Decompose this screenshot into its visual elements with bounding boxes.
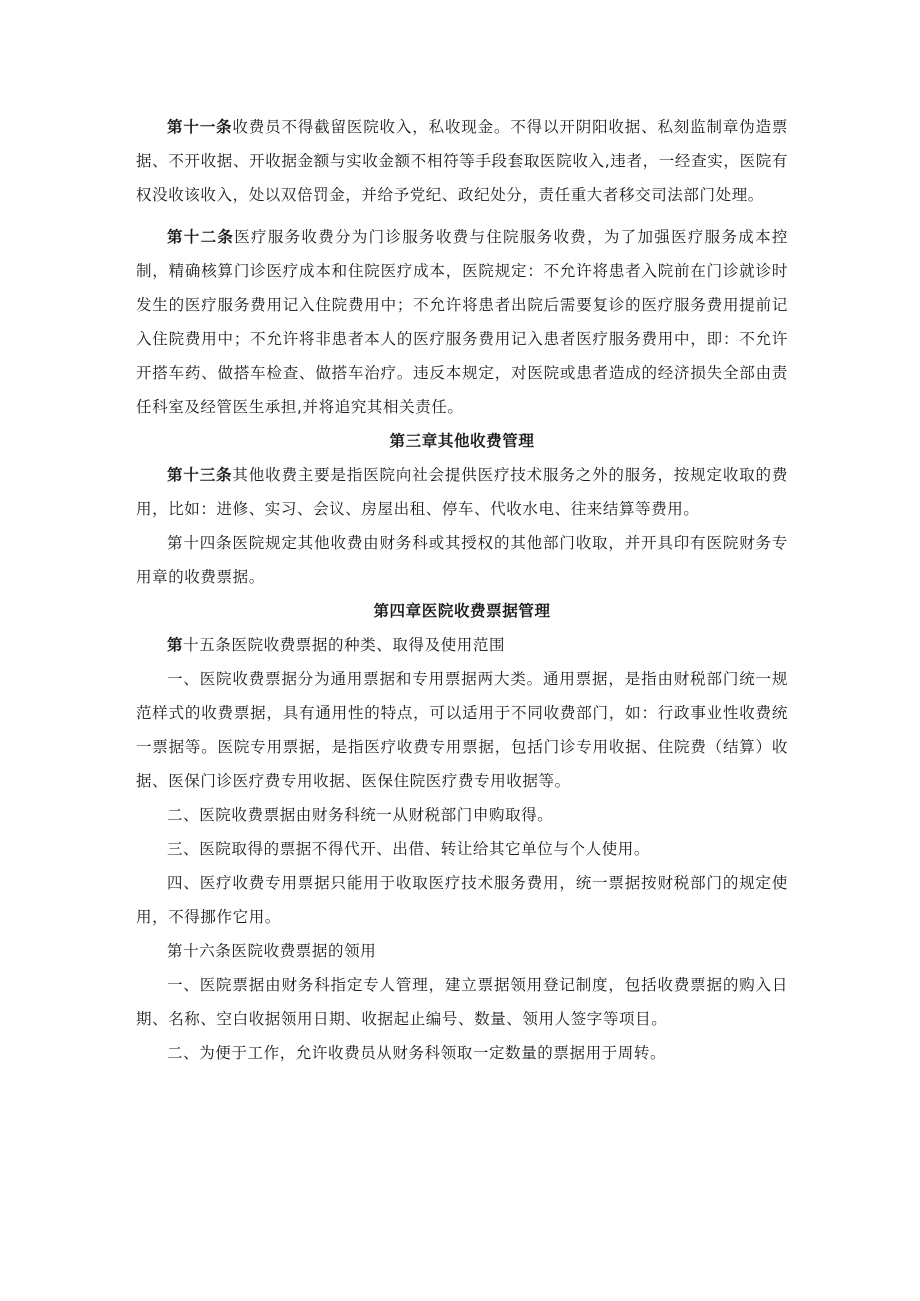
article-15-lead: 第 bbox=[167, 636, 184, 654]
article-13 bbox=[136, 458, 788, 526]
document-page bbox=[136, 110, 788, 1070]
article-12 bbox=[136, 220, 788, 424]
item-15-1: 一、医院收费票据分为通用票据和专用票据两大类。通用票据，是指由财税部门统一规范样式的收费票据，具有通用性的特点，可以适用于不同收费部门，如：行政事业性收费统一票据等。医院专用票据，是指医疗收费专用票据，包括门诊专用收据、住院费（结算）收据、医保门诊医疗费专用收据、医保住院医疗费专用收据等。 bbox=[136, 670, 788, 790]
item-15-4: 四、医疗收费专用票据只能用于收取医疗技术服务费用，统一票据按财税部门的规定使用，不得挪作它用。 bbox=[136, 874, 788, 926]
article-15 bbox=[136, 628, 788, 662]
article-13-text: 其他收费主要是指医院向社会提供医疗技术服务之外的服务，按规定收取的费用，比如：进修、实习、会议、房屋出租、停车、代收水电、往来结算等费用。 bbox=[136, 466, 789, 518]
article-12-text: 医疗服务收费分为门诊服务收费与住院服务收费，为了加强医疗服务成本控制，精确核算门诊医疗成本和住院医疗成本，医院规定：不允许将患者入院前在门诊就诊时发生的医疗服务费用记入住院费用中；不允许将患者出院后需要复诊的医疗服务费用提前记入住院费用中；不允许将非患者本人的医疗服务费用记入患者医疗服务费用中，即：不允许开搭车药、做搭车检查、做搭车治疗。违反本规定，对医院或患者造成的经济损失全部由责任科室及经管医生承担,并将追究其相关责任。 bbox=[136, 228, 788, 416]
article-11-text: 收费员不得截留医院收入，私收现金。不得以开阴阳收据、私刻监制章伪造票据、不开收据、开收据金额与实收金额不相符等手段套取医院收入,违者，一经查实，医院有权没收该收入，处以双倍罚金，并给予党纪、政纪处分，责任重大者移交司法部门处理。 bbox=[136, 118, 789, 204]
chapter-3-title: 第三章其他收费管理 bbox=[389, 432, 535, 450]
item-15-2: 二、医院收费票据由财务科统一从财税部门申购取得。 bbox=[167, 806, 554, 824]
article-11 bbox=[136, 110, 788, 212]
article-13-lead: 第十三条 bbox=[167, 466, 233, 484]
article-16: 第十六条医院收费票据的领用 bbox=[167, 942, 377, 960]
article-11-lead: 第十一条 bbox=[167, 118, 233, 136]
article-14: 第十四条医院规定其他收费由财务科或其授权的其他部门收取，并开具印有医院财务专用章的收费票据。 bbox=[136, 534, 788, 586]
item-16-2: 二、为便于工作，允许收费员从财务科领取一定数量的票据用于周转。 bbox=[167, 1044, 667, 1062]
item-15-3: 三、医院取得的票据不得代开、出借、转让给其它单位与个人使用。 bbox=[167, 840, 651, 858]
chapter-4-title: 第四章医院收费票据管理 bbox=[373, 602, 551, 620]
article-12-lead: 第十二条 bbox=[167, 228, 235, 246]
item-16-1: 一、医院票据由财务科指定专人管理，建立票据领用登记制度，包括收费票据的购入日期、名称、空白收据领用日期、收据起止编号、数量、领用人签字等项目。 bbox=[136, 976, 788, 1028]
article-15-text: 十五条医院收费票据的种类、取得及使用范围 bbox=[183, 636, 506, 654]
